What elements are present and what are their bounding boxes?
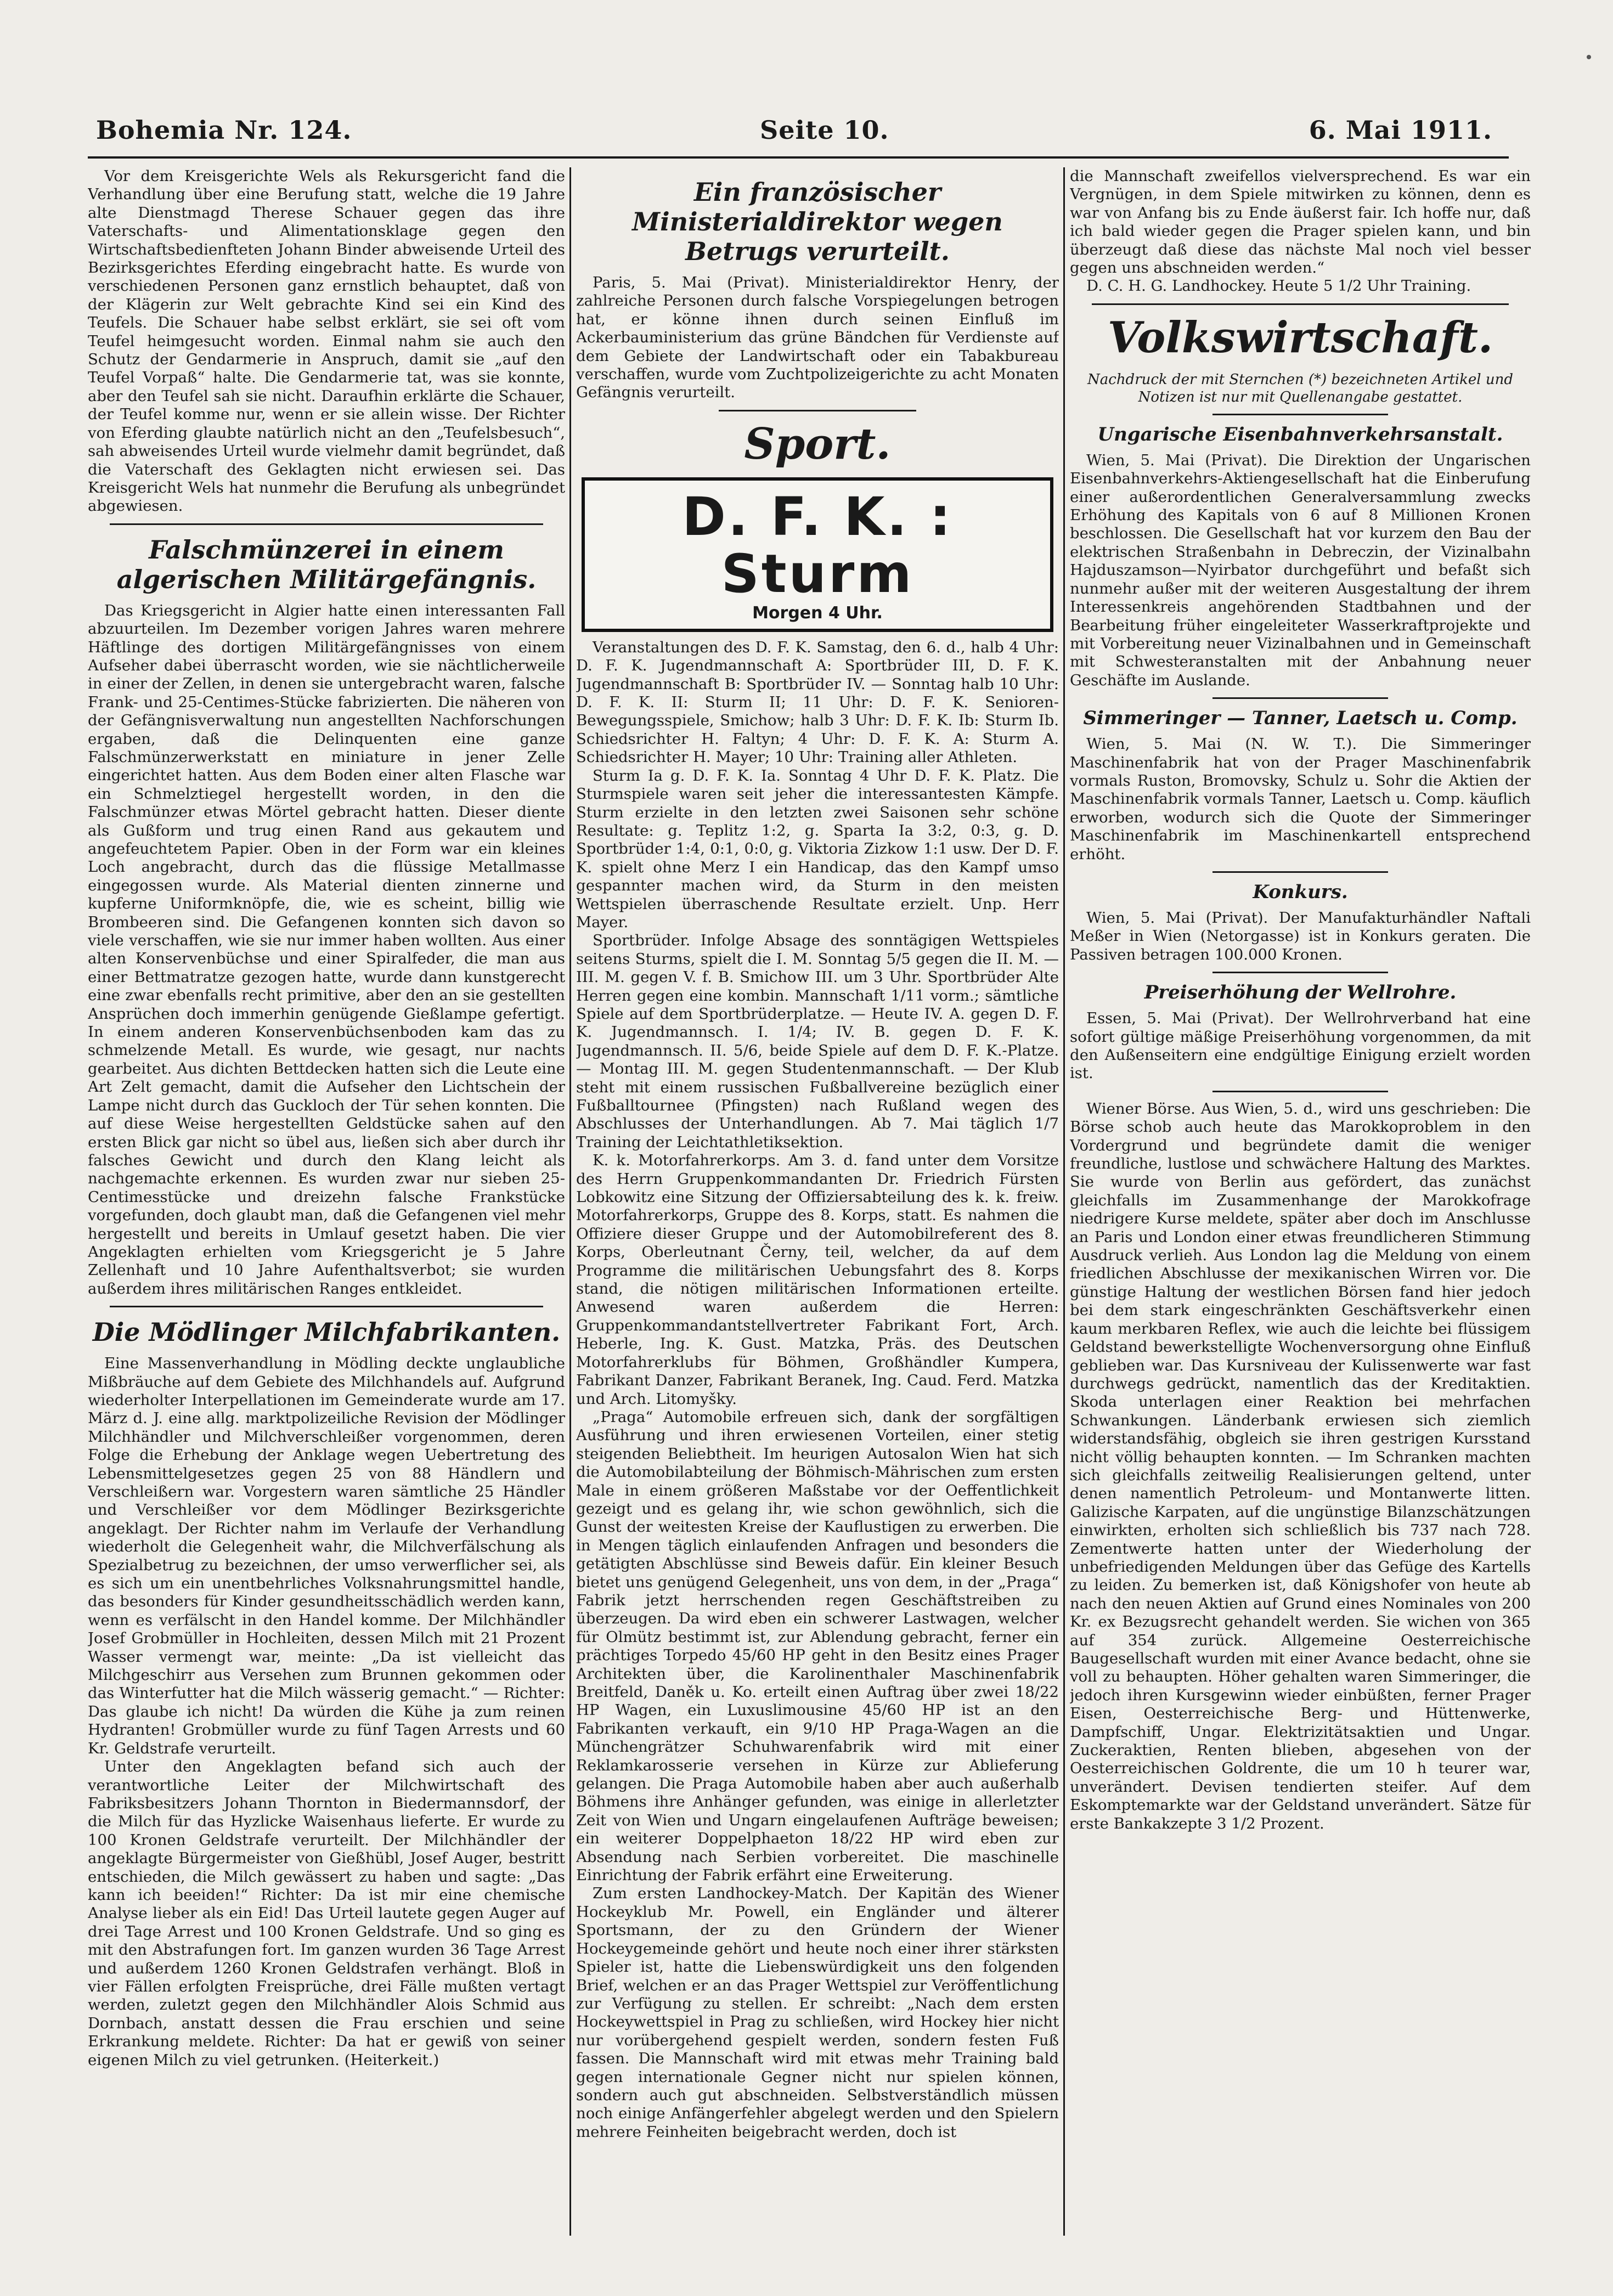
hockey-continuation: die Mannschaft zweifellos vielversprechend. Es war ein Vergnügen, in dem Spiele mitwirken zu können, denn es war von Anfang bis zu Ende äußerst fair. Ich hoffe nur, daß ich bald wieder gegen die Prager spielen kann, und bin überzeugt daß diese das nächste Mal noch viel besser gegen uns abschneiden werden.“ <box>1070 167 1531 277</box>
article-simmeringer-title: Simmeringer — Tanner, Laetsch u. Comp. <box>1083 707 1518 730</box>
article-paris-title: Ein französischer Ministerialdirektor wegen Betrugs verurteilt. <box>632 177 1003 266</box>
hockey-training-note: D. C. H. G. Landhockey. Heute 5 1/2 Uhr Training. <box>1086 277 1471 295</box>
article-simmeringer-text: Wien, 5. Mai (N. W. T.). Die Simmeringer Maschinenfabrik hat von der Prager Maschinenfabrik vormals Ruston, Bromovsky, Schulz u. Sohr die Aktien der Maschinenfabrik vormals Tanner, Laetsch u. Comp. käuflich erworben, wodurch sich die Quote der Simmeringer Maschinenfabrik im Maschinenkartell entsprechend erhöht. <box>1070 735 1531 863</box>
article-moedling-title: Die Mödlinger Milchfabrikanten. <box>92 1317 561 1347</box>
article-wellrohre-title: Preiserhöhung der Wellrohre. <box>1144 981 1457 1004</box>
article-falschmuenzerei-text: Das Kriegsgericht in Algier hatte einen interessanten Fall abzuurteilen. Im Dezember vorigen Jahres waren mehrere Häftlinge des dortigen Militärgefängnisses von einem Aufseher dabei überrascht worden, wie sie nächtlicherweile in einer der Zellen, in denen sie untergebracht waren, falsche Frank- und 25-Centimes-Stücke fabrizierten. Die näheren von der Gefängnisverwaltung nun angestellten Nachforschungen ergaben, daß die Delinquenten eine ganze Falschmünzerwerkstatt en miniature in jener Zelle eingerichtet hatten. Aus dem Boden einer alten Flasche war ein Schmelztiegel hergestellt worden, in den die Falschmünzer etwas Mörtel gebracht hatten. Dieser diente als Gußform und trug einen Rand aus gekautem und angefeuchtetem Papier. Oben in der Form war ein kleines Loch angebracht, durch das die flüssige Metallmasse eingegossen wurde. Als Material dienten zinnerne und kupferne Uniformknöpfe, die, wie es scheint, billig wie Brombeeren sind. Die Gefangenen konnten sich davon so viele verschaffen, wie sie nur immer haben wollten. Aus einer alten Konservenbüchse und einer Spiralfeder, die man aus einer Bettmatratze gezogen hatte, wurde dann kunstgerecht eine zwar ebenfalls recht primitive, aber den an sie gestellten Ansprüchen doch immerhin genügende Gießlampe gefertigt. In einem anderen Konservenbüchsenboden kam das zu schmelzende Metall. Es wurde, wie gesagt, nur nachts gearbeitet. Aus dichten Bettdecken hatten sich die Leute eine Art Zelt gemacht, damit die Aufseher den Lichtschein der Lampe nicht durch das Guckloch der Tür sehen konnten. Die auf diese Weise hergestellten Geldstücke sahen auf den ersten Blick gar nicht so übel aus, ließen sich aber durch ihr falsches Gewicht und durch den Klang leicht als nachgemachte erkennen. Es wurden zwar nur sieben 25-Centimesstücke und dreizehn falsche Frankstücke vorgefunden, doch glaubt man, daß die Gefangenen viel mehr hergestellt und bereits in Umlauf gesetzt haben. Die vier Angeklagten erhielten vom Kriegsgericht je 5 Jahre Zellenhaft und 10 Jahre Aufenthaltsverbot; sie wurden außerdem ihres militärischen Ranges entkleidet. <box>88 601 565 1298</box>
article-falschmuenzerei-title: Falschmünzerei in einem algerischen Militärgefängnis. <box>116 534 537 594</box>
section-sport-title: Sport. <box>744 419 891 469</box>
header-rule <box>88 156 1509 159</box>
sport-praga-automobile: „Praga“ Automobile erfreuen sich, dank der sorgfältigen Ausführung und ihren erwiesenen Vorteilen, einer stetig steigenden Beliebtheit. Im heurigen Autosalon Wien hat sich die Automobilabteilung der Böhmisch-Mährischen zum ersten Male in einem größeren Maßstabe vor der Oeffentlichkeit gezeigt und es gelang ihr, wie schon gewöhnlich, sich die Gunst der weitesten Kreise der Kauflustigen zu erwerben. Die in Mengen täglich einlaufenden Anfragen und besonders die getätigten Abschlüsse sind Beweis dafür. Ein kleiner Besuch bietet uns genügend Gelegenheit, uns von dem, in der „Praga“ Fabrik jetzt herrschenden regen Geschäftstreiben zu überzeugen. Da wird eben ein schwerer Lastwagen, welcher für Olmütz bestimmt ist, zur Ablendung gebracht, ferner ein prächtiges Torpedo 45/60 HP geht in den Besitz eines Prager Architekten über, die Karolinenthaler Maschinenfabrik Breitfeld, Daněk u. Ko. erteilt einen Auftrag über zwei 18/22 HP Wagen, ein Luxuslimousine 45/60 HP ist an den Fabrikanten verkauft, ein 9/10 HP Praga-Wagen an die Münchengrätzer Schuhwarenfabrik wird mit einer Reklamkarosserie versehen in Kürze zur Ablieferung gelangen. Die Praga Automobile haben aber auch außerhalb Böhmens ihre Anhänger gefunden, was einige in allerletzter Zeit von Wien und Ungarn eingelaufenen Aufträge beweisen; ein weiterer Doppelphaeton 18/22 HP wird eben zur Absendung nach Serbien vorbereitet. Die maschinelle Einrichtung der Fabrik erfährt eine Erweiterung. <box>576 1408 1059 1885</box>
header-date: 6. Mai 1911. <box>1309 115 1492 145</box>
sport-sportbrueder: Sportbrüder. Infolge Absage des sonntägigen Wettspieles seitens Sturms, spielt die I. M. Sonntag 5/5 gegen die II. M. — III. M. gegen V. f. B. Smichow III. um 3 Uhr. Sportbrüder Alte Herren gegen eine kombin. Mannschaft 1/11 vorm.; sämtliche Spiele auf dem Sportbrüderplatze. — Heute IV. A. gegen D. F. K. Jugendmannsch. I. 1/4; IV. B. gegen D. F. K. Jugendmannsch. II. 5/6, beide Spiele auf dem D. F. K.-Platze. — Montag III. M. gegen Studentenmannschaft. — Der Klub steht mit einem russischen Fußballvereine bezüglich einer Fußballtournee (Pfingsten) nach Rußland wegen des Abschlusses der Unterhandlungen. Ab 7. Mai täglich 1/7 Training der Leichtathletiksektion. <box>576 932 1059 1151</box>
article-paris-text: Paris, 5. Mai (Privat). Ministerialdirektor Henry, der zahlreiche Personen durch falsche Vorspiegelungen betrogen hat, er könne ihnen durch seinen Einfluß im Ackerbauministerium das grüne Bändchen für Verdienste auf dem Gebiete der Landwirtschaft oder ein Tabakbureau verschaffen, wurde vom Zuchtpolizeigerichte zu acht Monaten Gefängnis verurteilt. <box>576 274 1059 402</box>
column-middle <box>576 167 1059 2236</box>
column-rule-2 <box>1063 167 1065 2236</box>
separator <box>1212 414 1388 415</box>
sport-advertisement <box>582 477 1053 632</box>
sport-dfk-events: Veranstaltungen des D. F. K. Samstag, den 6. d., halb 4 Uhr: D. F. K. Jugendmannschaft A: Sportbrüder III, D. F. K. Jugendmannschaft B: Sportbrüder IV. — Sonntag halb 10 Uhr: D. F. K. II: Sturm II; 11 Uhr: D. F. K. Senioren-Bewegungsspiele, Smichow; halb 3 Uhr: D. F. K. Ib: Sturm Ib. Schiedsrichter H. Faltyn; 4 Uhr: D. F. K. A: Sturm A. Schiedsrichter H. Mayer; 10 Uhr: Training aller Athleten. <box>576 638 1059 766</box>
article-konkurs-title: Konkurs. <box>1253 881 1348 903</box>
separator <box>1092 303 1509 305</box>
header-issue: Bohemia Nr. 124. <box>96 115 352 145</box>
sport-landhockey-match: Zum ersten Landhockey-Match. Der Kapitän des Wiener Hockeyklub Mr. Powell, ein Engländer und älterer Sportsmann, der zu den Gründern der Wiener Hockeygemeinde gehört und heute noch einer ihrer stärksten Spieler ist, hatte die Liebenswürdigkeit uns den folgenden Brief, welchen er an das Prager Wettspiel zur Veröffentlichung zur Verfügung zu stellen. Er schreibt: „Nach dem ersten Hockeywettspiel in Prag zu schließen, wird Hockey hier nicht nur vorübergehend gespielt werden, sondern festen Fuß fassen. Die Mannschaft wird mit etwas mehr Training bald gegen internationale Gegner nicht nur spielen können, sondern auch gut abschneiden. Selbstverständlich müssen noch einige Anfängerfehler abgelegt werden und den Spielern mehrere Feinheiten beigebracht werden, doch ist <box>576 1885 1059 2141</box>
column-right <box>1070 167 1531 2236</box>
separator <box>1212 1091 1388 1092</box>
article-wellrohre-text: Essen, 5. Mai (Privat). Der Wellrohrverband hat eine sofort gültige mäßige Preiserhöhung vorgenommen, da mit den Außenseitern eine endgültige Einigung erzielt worden ist. <box>1070 1009 1531 1082</box>
ad-match-title: D. F. K. : Sturm <box>682 486 953 605</box>
header-page-number: Seite 10. <box>760 115 889 145</box>
article-eisenbahn-title: Ungarische Eisenbahnverkehrsanstalt. <box>1097 423 1503 445</box>
article-konkurs-text: Wien, 5. Mai (Privat). Der Manufakturhändler Naftali Meßer in Wien (Netorgasse) ist in Konkurs geraten. Die Passiven betragen 100.000 Kronen. <box>1070 909 1531 963</box>
separator <box>1212 972 1388 973</box>
sport-sturm-match: Sturm Ia g. D. F. K. Ia. Sonntag 4 Uhr D. F. K. Platz. Die Sturmspiele waren seit jeher die interessantesten Kämpfe. Sturm erzielte in den letzten zwei Saisonen sehr schöne Resultate: g. Teplitz 1:2, g. Sparta Ia 3:2, 0:3, g. D. Sportbrüder 1:4, 0:1, 0:0, g. Viktoria Zizkow 1:1 usw. Der D. F. K. spielt ohne Merz I ein Handicap, das den Kampf umso gespannter machen wird, da Sturm in den meisten Wettspielen überraschende Resultate erzielt. Unp. Herr Mayer. <box>576 766 1059 931</box>
section-volkswirtschaft-title: Volkswirtschaft. <box>1107 312 1493 363</box>
separator <box>1212 871 1388 873</box>
article-moedling-text-2: Unter den Angeklagten befand sich auch der verantwortliche Leiter der Milchwirtschaft des Fabriksbesitzers Johann Thornton in Biedermannsdorf, der die Milch für das Hyzlicke Waisenhaus lieferte. Er wurde zu 100 Kronen Geldstrafe verurteilt. Der Milchhändler der angeklagte Bürgermeister von Gießhübl, Josef Auger, bestritt entschieden, die Milch gewässert zu haben und sagte: „Das kann ich beeiden!“ Richter: Da ist mir eine chemische Analyse lieber als ein Eid! Das Urteil lautete gegen Auger auf drei Tage Arrest und 100 Kronen Geldstrafe. Und so ging es mit den Abstrafungen fort. Im ganzen wurden 36 Tage Arrest und außerdem 1260 Kronen Geldstrafen verhängt. Bloß in vier Fällen erfolgten Freisprüche, drei Fälle mußten vertagt werden, zuletzt gegen den Milchhändler Alois Schmid aus Dornbach, anstatt dessen die Frau erschien und seine Erkrankung meldete. Richter: Da hat er gewiß von seiner eigenen Milch zu viel getrunken. (Heiterkeit.) <box>88 1758 565 2069</box>
ad-match-time: Morgen 4 Uhr. <box>752 603 883 623</box>
page-speck <box>1587 55 1591 59</box>
separator <box>110 1306 543 1307</box>
column-rule-1 <box>569 167 571 2236</box>
article-wiener-boerse: Wiener Börse. Aus Wien, 5. d., wird uns geschrieben: Die Börse schob auch heute das Marokkoproblem in den Vordergrund und begründete damit die weniger freundliche, lustlose und schwächere Haltung des Marktes. Sie wurde von Berlin aus gefördert, das zunächst gleichfalls im Zusammenhange der Marokkofrage niedrigere Kurse meldete, später aber doch im Anschlusse an Paris und London einer etwas freundlicheren Stimmung Ausdruck verlieh. Aus London lag die Meldung von einem friedlichen Abschlusse der mexikanischen Wirren vor. Die günstige Haltung der westlichen Börsen fand hier jedoch bei dem stark eingeschränkten Geschäftsverkehr einen kaum merkbaren Reflex, wie auch die leichte bei flüssigem Geldstand bewerkstelligte Wochenversorgung ohne Einfluß geblieben war. Das Kursniveau der Kulissenwerte war fast durchwegs gedrückt, namentlich das der Kreditaktien. Skoda unterlagen einer Reaktion bei mehrfachen Schwankungen. Länderbank erwiesen sich ziemlich widerstandsfähig, obgleich sie ihren gestrigen Kursstand nicht völlig behaupten konnten. — Im Schranken machten sich gleichfalls zeitweilig Realisierungen geltend, unter denen namentlich Petroleum- und Montanwerte litten. Galizische Karpaten, auf die ungünstige Bilanzschätzungen einwirkten, erholten sich schließlich bis 737 nach 728. Zementwerte hatten unter der Wiederholung der unbefriedigenden Meldungen über das Gefüge des Kartells zu leiden. Zu bemerken ist, daß Königshofer von heute ab nach den neuen Aktien auf Grund eines Nominales von 200 Kr. ex Bezugsrecht gehandelt werden. Sie wichen von 365 auf 354 zurück. Allgemeine Oesterreichische Baugesellschaft wurden mit einer Avance bedacht, ohne sie voll zu behaupten. Höher gehalten waren Simmeringer, die jedoch ihren Kursgewinn wieder einbüßten, ferner Prager Eisen, Oesterreichische Berg- und Hüttenwerke, Dampfschiff, Ungar. Elektrizitätsaktien und Ungar. Zuckeraktien, Renten blieben, abgesehen von der Oesterreichischen Goldrente, die um 10 h teurer war, unverändert. Devisen tendierten steifer. Auf dem Eskomptemarkte war der Geldstand unverändert. Sätze für erste Bankakzepte 3 1/2 Prozent. <box>1070 1099 1531 1832</box>
separator <box>1212 697 1388 699</box>
article-wels-text: Vor dem Kreisgerichte Wels als Rekursgericht fand die Verhandlung über eine Berufung statt, welche die 19 Jahre alte Dienstmagd Therese Schauer gegen das ihre Vaterschafts- und Alimentationsklage gegen den Wirtschaftsbedienfteten Johann Binder abweisende Urteil des Bezirksgerichtes Eferding eingebracht hatte. Es wurde von verschiedenen Personen ganz ernstlich behauptet, daß von der Klägerin zur Welt gebrachte Kind sei ein Kind des Teufels. Die Schauer habe selbst erklärt, sie sei oft vom Teufel heimgesucht worden. Einmal nahm sie auch den Schutz der Gendarmerie in Anspruch, damit sie „auf den Teufel Vorpaß“ halte. Die Gendarmerie tat, was sie konnte, aber den Teufel sah sie nicht. Daraufhin erklärte die Schauer, der Teufel komme nur, wenn er sie allein wisse. Der Richter von Eferding glaubte natürlich nicht an den „Teufelsbesuch“, sah abweisendes Urteil wurde vielmehr damit begründet, daß die Vaterschaft des Geklagten nicht erwiesen sei. Das Kreisgericht Wels hat nunmehr die Berufung als unbegründet abgewiesen. <box>88 167 565 515</box>
separator <box>110 523 543 525</box>
article-moedling-text-1: Eine Massenverhandlung in Mödling deckte unglaubliche Mißbräuche auf dem Gebiete des Milchhandels auf. Aufgrund wiederholter Interpellationen im Gemeinderate wurde am 17. März d. J. eine allg. marktpolizeiliche Revision der Mödlinger Milchhändler und Milchverschleißer vorgenommen, deren Folge die Erhebung der Anklage wegen Uebertretung des Lebensmittelgesetzes gegen 25 von 88 Händlern und Verschleißern war. Vorgestern waren sämtliche 25 Händler und Verschleißer vor dem Mödlinger Bezirksgerichte angeklagt. Der Richter nahm im Verlaufe der Verhandlung wiederholt die Gelegenheit wahr, die Milchverfälschung als Spezialbetrug zu bezeichnen, der umso verwerflicher sei, als es sich um ein unentbehrliches Volksnahrungsmittel handle, das besonders für Kinder gesundheitsschädlich werden kann, wenn es verfälscht in den Handel komme. Der Milchhändler Josef Grobmüller in Hochleiten, dessen Milch mit 21 Prozent Wasser vermengt war, meinte: „Da ist vielleicht das Milchgeschirr aus Versehen zum Brunnen gekommen oder das Winterfutter hat die Milch wässerig gemacht.“ — Richter: Das glaube ich nicht! Da würden die Kühe ja zum reinen Hydranten! Grobmüller wurde zu fünf Tagen Arrests und 60 Kr. Geldstrafe verurteilt. <box>88 1355 565 1757</box>
column-left <box>88 167 565 2236</box>
article-eisenbahn-text: Wien, 5. Mai (Privat). Die Direktion der Ungarischen Eisenbahnverkehrs-Aktiengesellschaft hat die Einberufung einer außerordentlichen Generalversammlung zwecks Erhöhung des Kapitals von 6 auf 8 Millionen Kronen beschlossen. Die Gesellschaft hat vor kurzem den Bau der elektrischen Straßenbahn in Debreczin, der Vizinalbahn Hajduszamson—Nyirbator durchgeführt und befaßt sich nunmehr außer mit der weiteren Ausgestaltung der ihrem Interessenkreis angehörenden Stadtbahnen und der Bearbeitung früher eingeleiteter Wasserkraftprojekte und mit Vorbereitung neuer Vizinalbahnen und in Gemeinschaft mit Schwesteranstalten mit der Anbahnung neuer Geschäfte im Auslande. <box>1070 451 1531 689</box>
reprint-notice: Nachdruck der mit Sternchen (*) bezeichneten Artikel und Notizen ist nur mit Quellenangabe gestattet. <box>1087 371 1513 405</box>
separator <box>719 410 916 411</box>
sport-motorfahrerkorps: K. k. Motorfahrerkorps. Am 3. d. fand unter dem Vorsitze des Herrn Gruppenkommandanten Dr. Friedrich Fürsten Lobkowitz eine Sitzung der Offiziersabteilung des k. k. freiw. Motorfahrerkorps, Gruppe des 8. Korps, statt. Es nahmen die Offiziere dieser Gruppe und der Automobilreferent des 8. Korps, Oberleutnant Černy, teil, welcher, da auf dem Programme die militärischen Uebungsfahrt des 8. Korps stand, die nötigen militärischen Informationen erteilte. Anwesend waren außerdem die Herren: Gruppenkommandantstellvertreter Fabrikant Fort, Arch. Heberle, Ing. K. Gust. Matzka, Präs. des Deutschen Motorfahrerklubs für Böhmen, Großhändler Kumpera, Fabrikant Danzer, Fabrikant Beranek, Ing. Caud. Ferd. Matzka und Arch. Litomyšky. <box>576 1152 1059 1408</box>
